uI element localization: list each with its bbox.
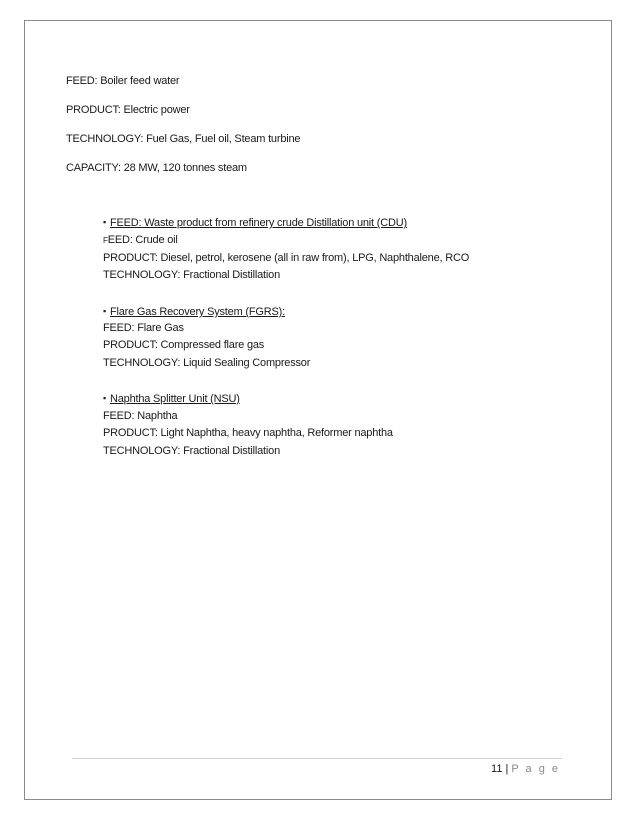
cdu-heading-text: FEED: Waste product from refinery crude Distillation unit (CDU) (110, 217, 407, 229)
boiler-product-line: PRODUCT: Electric power (66, 104, 190, 116)
bullet-icon: ▪ (103, 306, 106, 316)
cdu-feed-rest: EED: Crude oil (107, 234, 178, 246)
fgrs-product-line: PRODUCT: Compressed flare gas (103, 339, 265, 351)
nsu-technology-line: TECHNOLOGY: Fractional Distillation (103, 445, 280, 457)
fgrs-feed-line: FEED: Flare Gas (103, 322, 184, 334)
nsu-feed-line: FEED: Naphtha (103, 410, 178, 422)
fgrs-heading-text: Flare Gas Recovery System (FGRS): (110, 306, 285, 318)
cdu-feed-first-letter: F (103, 236, 108, 245)
page-number: 11 (491, 763, 503, 775)
cdu-technology-line: TECHNOLOGY: Fractional Distillation (103, 269, 280, 281)
bullet-icon: ▪ (103, 393, 106, 403)
nsu-product-line: PRODUCT: Light Naphtha, heavy naphtha, Reformer naphtha (103, 427, 393, 439)
boiler-technology-line: TECHNOLOGY: Fuel Gas, Fuel oil, Steam turbine (66, 133, 301, 145)
page-footer (491, 762, 560, 776)
nsu-heading-text: Naphtha Splitter Unit (NSU) (110, 393, 240, 405)
page-label: P a g e (511, 763, 560, 775)
cdu-feed-line (103, 233, 178, 248)
footer-separator: | (505, 763, 509, 775)
nsu-heading (103, 391, 240, 406)
bullet-icon: ▪ (103, 217, 106, 227)
footer-rule (72, 758, 562, 759)
boiler-capacity-line: CAPACITY: 28 MW, 120 tonnes steam (66, 162, 247, 174)
fgrs-heading (103, 304, 285, 319)
cdu-product-line: PRODUCT: Diesel, petrol, kerosene (all in raw from), LPG, Naphthalene, RCO (103, 252, 470, 264)
boiler-feed-line: FEED: Boiler feed water (66, 75, 180, 87)
cdu-heading (103, 215, 407, 230)
fgrs-technology-line: TECHNOLOGY: Liquid Sealing Compressor (103, 357, 311, 369)
